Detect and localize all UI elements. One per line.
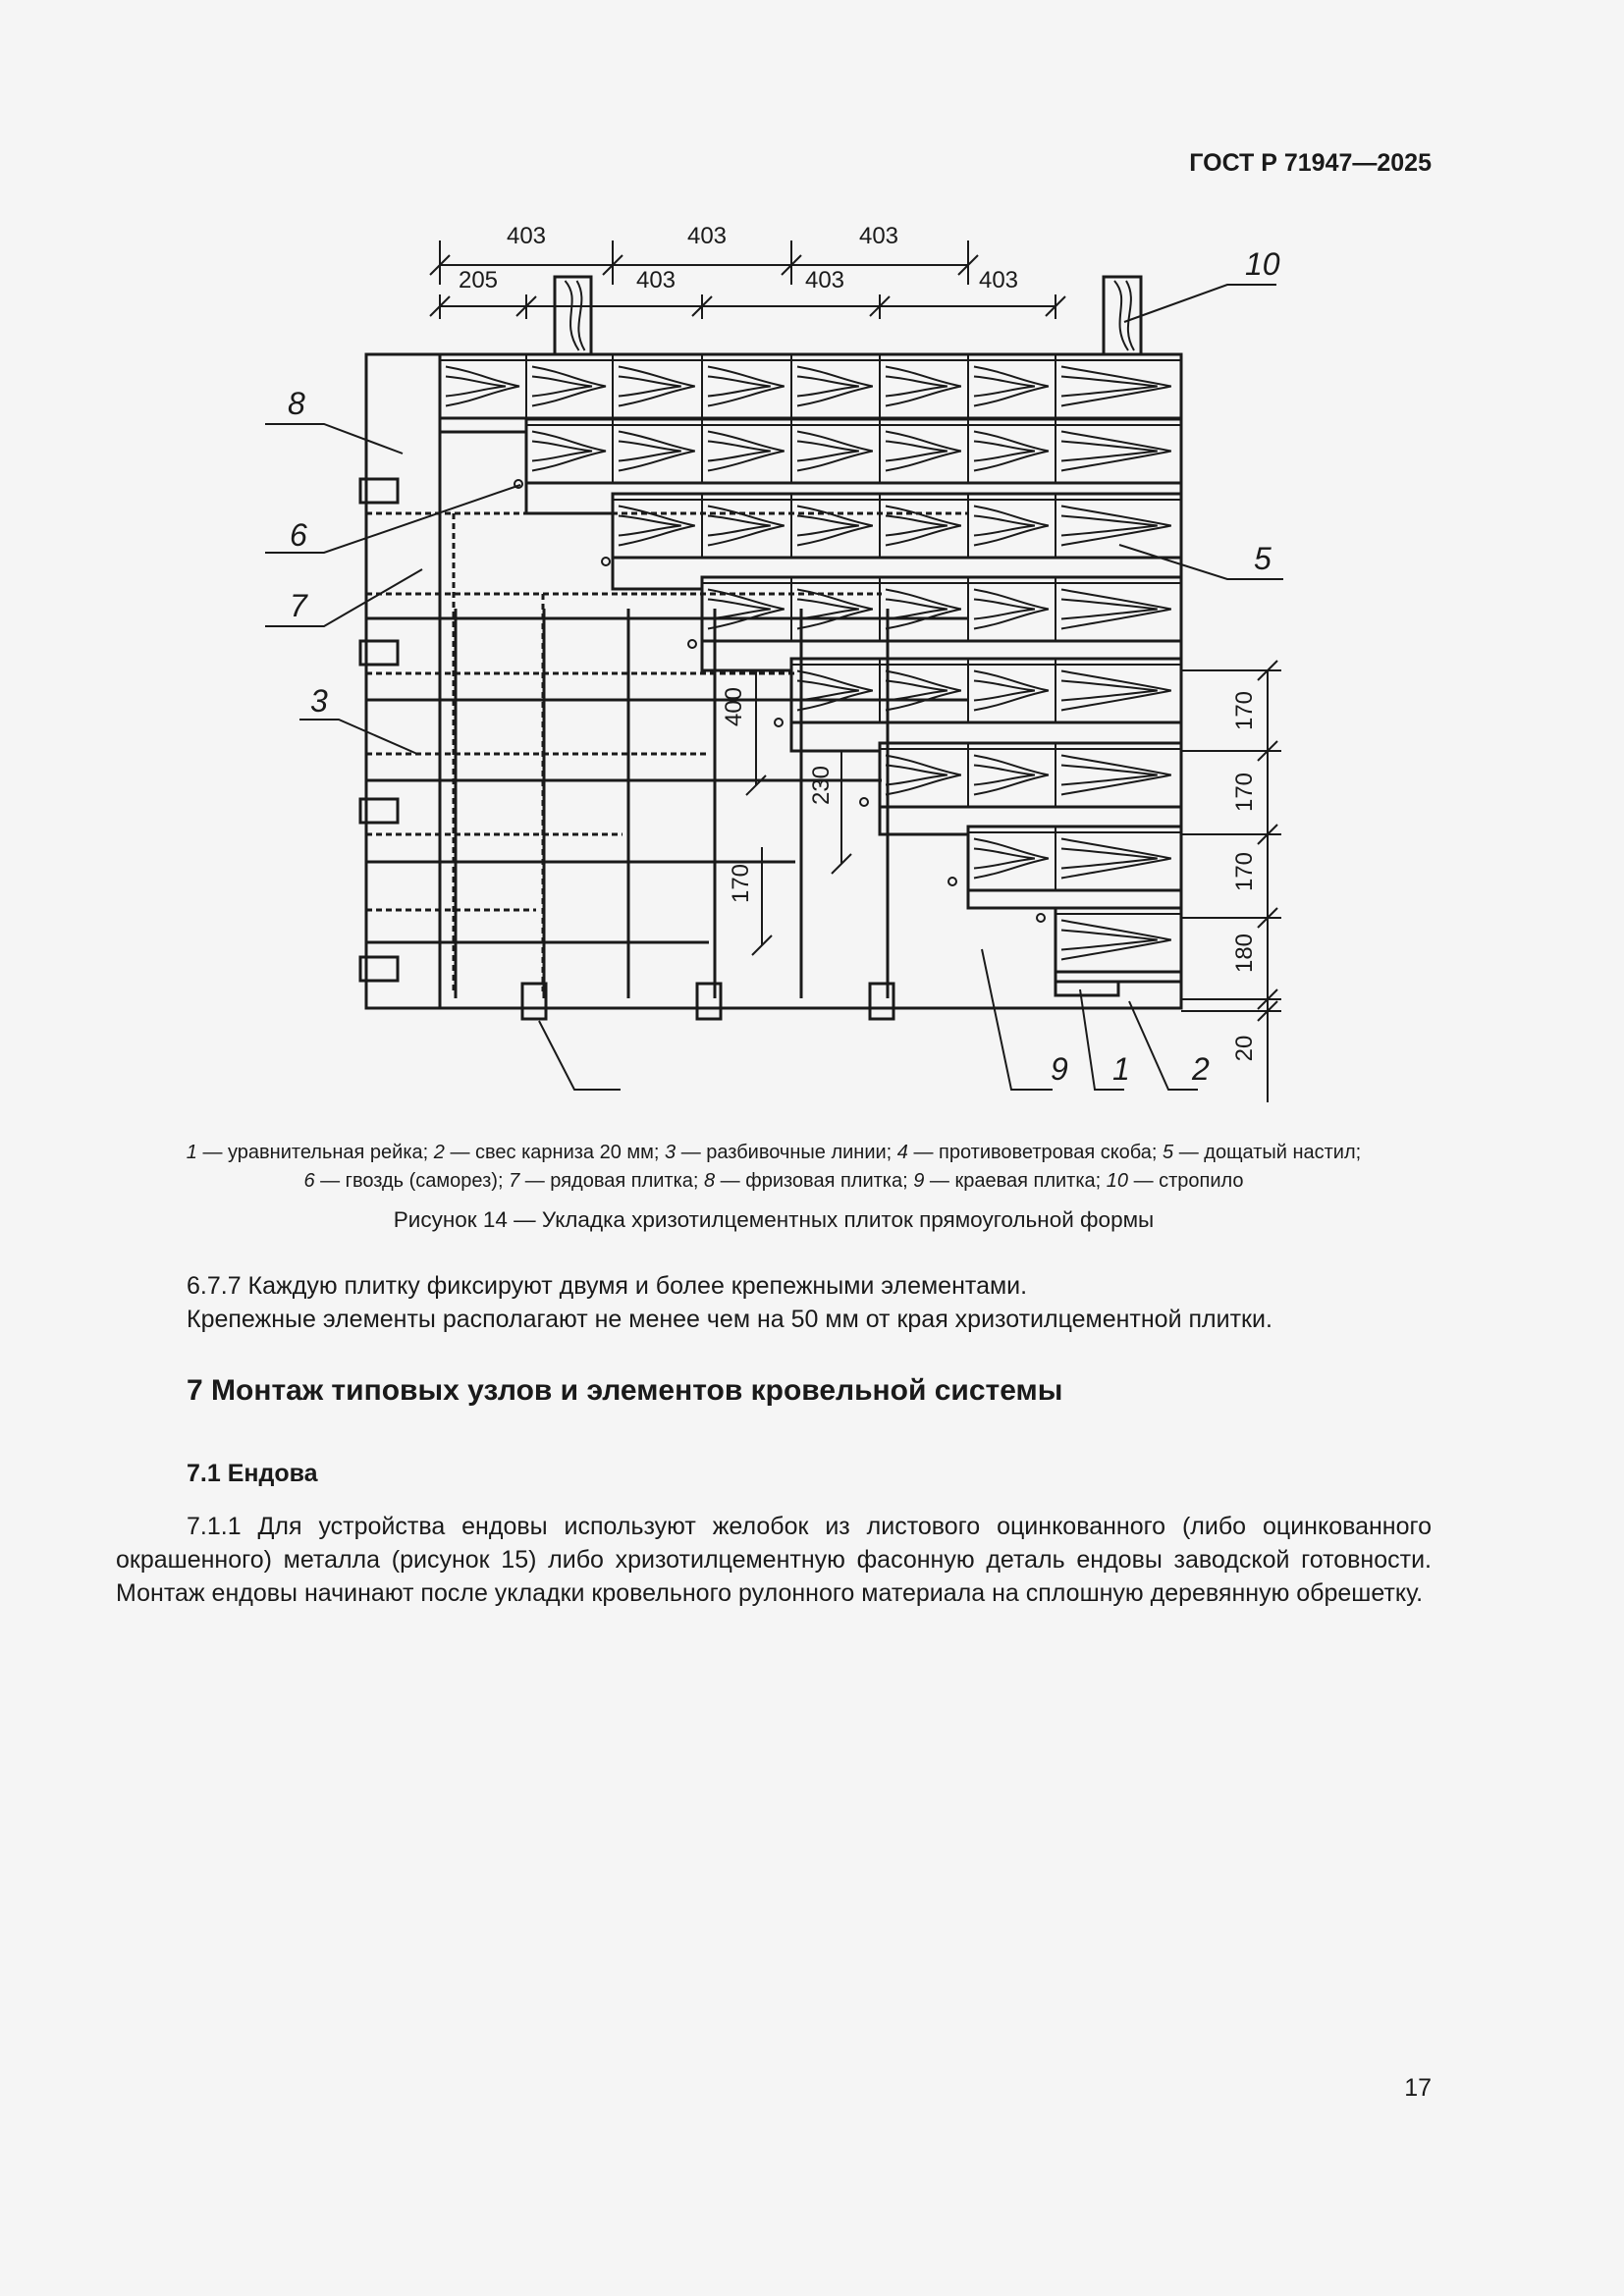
wood-grain: [974, 516, 1035, 536]
wood-grain: [708, 600, 771, 619]
wood-grain: [532, 432, 606, 471]
legend-text: — разбивочные линии;: [676, 1142, 897, 1163]
legend-text: — дощатый настил;: [1173, 1142, 1362, 1163]
wood-grain: [886, 432, 961, 471]
wood-grain: [974, 681, 1035, 701]
wood-grain: [1061, 377, 1158, 397]
leader-line: [539, 1021, 621, 1090]
wood-grain: [532, 442, 592, 461]
wood-grain: [1061, 931, 1158, 950]
legend-num: 8: [704, 1170, 716, 1192]
dimension-label: 20: [1231, 1035, 1258, 1062]
dimension-label: 170: [1231, 772, 1258, 813]
wood-grain: [619, 377, 681, 397]
rafter-grain: [1126, 281, 1134, 350]
leader-line: [299, 720, 417, 754]
wood-grain: [797, 367, 873, 406]
wood-grain: [886, 681, 947, 701]
callout-number: 8: [288, 386, 305, 421]
wood-grain: [974, 442, 1035, 461]
wood-grain: [974, 839, 1049, 879]
legend-num: 7: [509, 1170, 520, 1192]
wood-grain: [974, 432, 1049, 471]
wood-grain: [619, 516, 681, 536]
callout-number: 7: [290, 588, 307, 623]
paragraph-6-7-7-line2: Крепежные элементы располагают не менее чем на 50 мм от края хризотилцементной плитки.: [187, 1306, 1272, 1333]
wood-grain: [974, 367, 1049, 406]
decking-board: [1056, 908, 1181, 972]
wood-grain: [974, 590, 1049, 629]
nail: [948, 878, 956, 885]
callout-number: 10: [1245, 246, 1280, 282]
wood-grain: [619, 367, 695, 406]
wood-grain: [886, 756, 961, 795]
rafter: [555, 277, 591, 354]
legend-num: 1: [186, 1142, 197, 1163]
wood-grain: [532, 377, 592, 397]
wood-grain: [708, 367, 785, 406]
edge-clip: [870, 984, 893, 1019]
rafter-grain: [577, 281, 585, 350]
legend-text: — гвоздь (саморез);: [314, 1170, 510, 1192]
dimension-label: 403: [506, 224, 547, 249]
callout-number: 5: [1254, 541, 1272, 576]
wood-grain: [1061, 516, 1158, 536]
wood-grain: [446, 377, 506, 397]
dimension-label: 403: [804, 267, 845, 294]
callout-number: 1: [1112, 1051, 1130, 1087]
legend-text: — противоветровая скоба;: [907, 1142, 1164, 1163]
dimension-label: 403: [978, 267, 1019, 294]
callout-number: 3: [310, 683, 328, 719]
legend-text: — фризовая плитка;: [715, 1170, 914, 1192]
wood-grain: [619, 432, 695, 471]
decking-board: [613, 494, 1181, 558]
dimension-label: 205: [458, 267, 499, 294]
callout-number: 9: [1051, 1051, 1068, 1087]
wood-grain: [708, 516, 771, 536]
wood-grain: [708, 442, 771, 461]
legend-text: — стропило: [1128, 1170, 1244, 1192]
dimension-label: 400: [721, 686, 747, 727]
legend-num: 4: [896, 1142, 908, 1163]
rafter-grain: [1114, 281, 1128, 350]
wood-grain: [886, 377, 947, 397]
wood-grain: [797, 377, 859, 397]
dimension-label: 403: [858, 224, 899, 249]
legend-text: — свес карниза 20 мм;: [444, 1142, 666, 1163]
legend-num: 5: [1163, 1142, 1174, 1163]
wood-grain: [1061, 442, 1158, 461]
page-number: 17: [1404, 2074, 1432, 2102]
leveling-strip: [1056, 982, 1118, 995]
wood-grain: [886, 590, 961, 629]
wood-grain: [1061, 600, 1158, 619]
section-heading-7: 7 Монтаж типовых узлов и элементов кровельной системы: [187, 1374, 1063, 1407]
legend-line-1: [116, 1139, 1432, 1167]
legend-num: 6: [303, 1170, 315, 1192]
nail: [1037, 914, 1045, 922]
wood-grain: [446, 367, 519, 406]
legend-line-2: [116, 1167, 1432, 1196]
figure-legend: [116, 1139, 1432, 1196]
callout-number: 2: [1192, 1051, 1210, 1087]
roof-tile-diagram: [260, 224, 1296, 1112]
wood-grain: [1061, 849, 1158, 869]
wood-grain: [797, 600, 859, 619]
wood-grain: [886, 442, 947, 461]
nail: [860, 798, 868, 806]
rafter-grain: [566, 281, 579, 350]
wood-grain: [1061, 681, 1158, 701]
legend-text: — краевая плитка;: [924, 1170, 1107, 1192]
dimension-label: 180: [1231, 933, 1258, 974]
legend-text: — уравнительная рейка;: [196, 1142, 434, 1163]
subsection-heading-7-1: 7.1 Ендова: [187, 1460, 318, 1487]
legend-text: — рядовая плитка;: [519, 1170, 704, 1192]
wood-grain: [974, 600, 1035, 619]
legend-num: 3: [665, 1142, 677, 1163]
nail: [688, 640, 696, 648]
wood-grain: [797, 681, 859, 701]
wood-grain: [886, 516, 947, 536]
document-code: ГОСТ Р 71947—2025: [1189, 149, 1432, 177]
wood-grain: [797, 432, 873, 471]
wood-grain: [974, 766, 1035, 785]
decking-board: [791, 659, 1181, 722]
nail: [602, 558, 610, 565]
rafter: [1104, 277, 1141, 354]
wood-grain: [974, 377, 1035, 397]
wood-grain: [886, 367, 961, 406]
wood-grain: [1061, 766, 1158, 785]
leader-line: [1129, 1001, 1198, 1090]
wood-grain: [708, 377, 771, 397]
callout-number: 6: [290, 517, 307, 553]
figure-caption: Рисунок 14 — Укладка хризотилцементных плиток прямоугольной формы: [393, 1207, 1155, 1232]
wood-grain: [974, 756, 1049, 795]
wood-grain: [619, 442, 681, 461]
wood-grain: [886, 766, 947, 785]
wood-grain: [797, 671, 873, 711]
legend-num: 10: [1106, 1170, 1129, 1192]
wood-grain: [708, 432, 785, 471]
dimension-label: 170: [728, 863, 754, 904]
edge-clip: [697, 984, 721, 1019]
dimension-label: 170: [1231, 690, 1258, 731]
dimension-label: 230: [808, 765, 835, 806]
wood-grain: [886, 671, 961, 711]
wood-grain: [797, 442, 859, 461]
leader-line: [982, 949, 1053, 1090]
dimension-label: 403: [635, 267, 677, 294]
paragraph-6-7-7-line1: 6.7.7 Каждую плитку фиксируют двумя и более крепежными элементами.: [187, 1272, 1028, 1300]
wood-grain: [974, 507, 1049, 546]
wood-grain: [974, 671, 1049, 711]
legend-num: 2: [433, 1142, 445, 1163]
dimension-label: 403: [686, 224, 728, 249]
wood-grain: [532, 367, 606, 406]
dimension-label: 170: [1231, 851, 1258, 892]
wood-grain: [797, 516, 859, 536]
decking-board: [440, 354, 1181, 418]
leader-line: [1124, 285, 1276, 322]
wood-grain: [886, 600, 947, 619]
leader-line: [265, 424, 403, 454]
figure-14: [260, 224, 1296, 1112]
nail: [775, 719, 783, 726]
legend-num: 9: [913, 1170, 925, 1192]
paragraph-7-1-1: 7.1.1 Для устройства ендовы используют желобок из листового оцинкованного (либо оцинкованного окрашенного) металла (рисунок 15) либо хризотилцементную фасонную деталь ендовы заводской готовности. Монтаж ендовы начинают после укладки кровельного рулонного материала на сплошную деревянную обрешетку.: [116, 1513, 1432, 1607]
wood-grain: [974, 849, 1035, 869]
